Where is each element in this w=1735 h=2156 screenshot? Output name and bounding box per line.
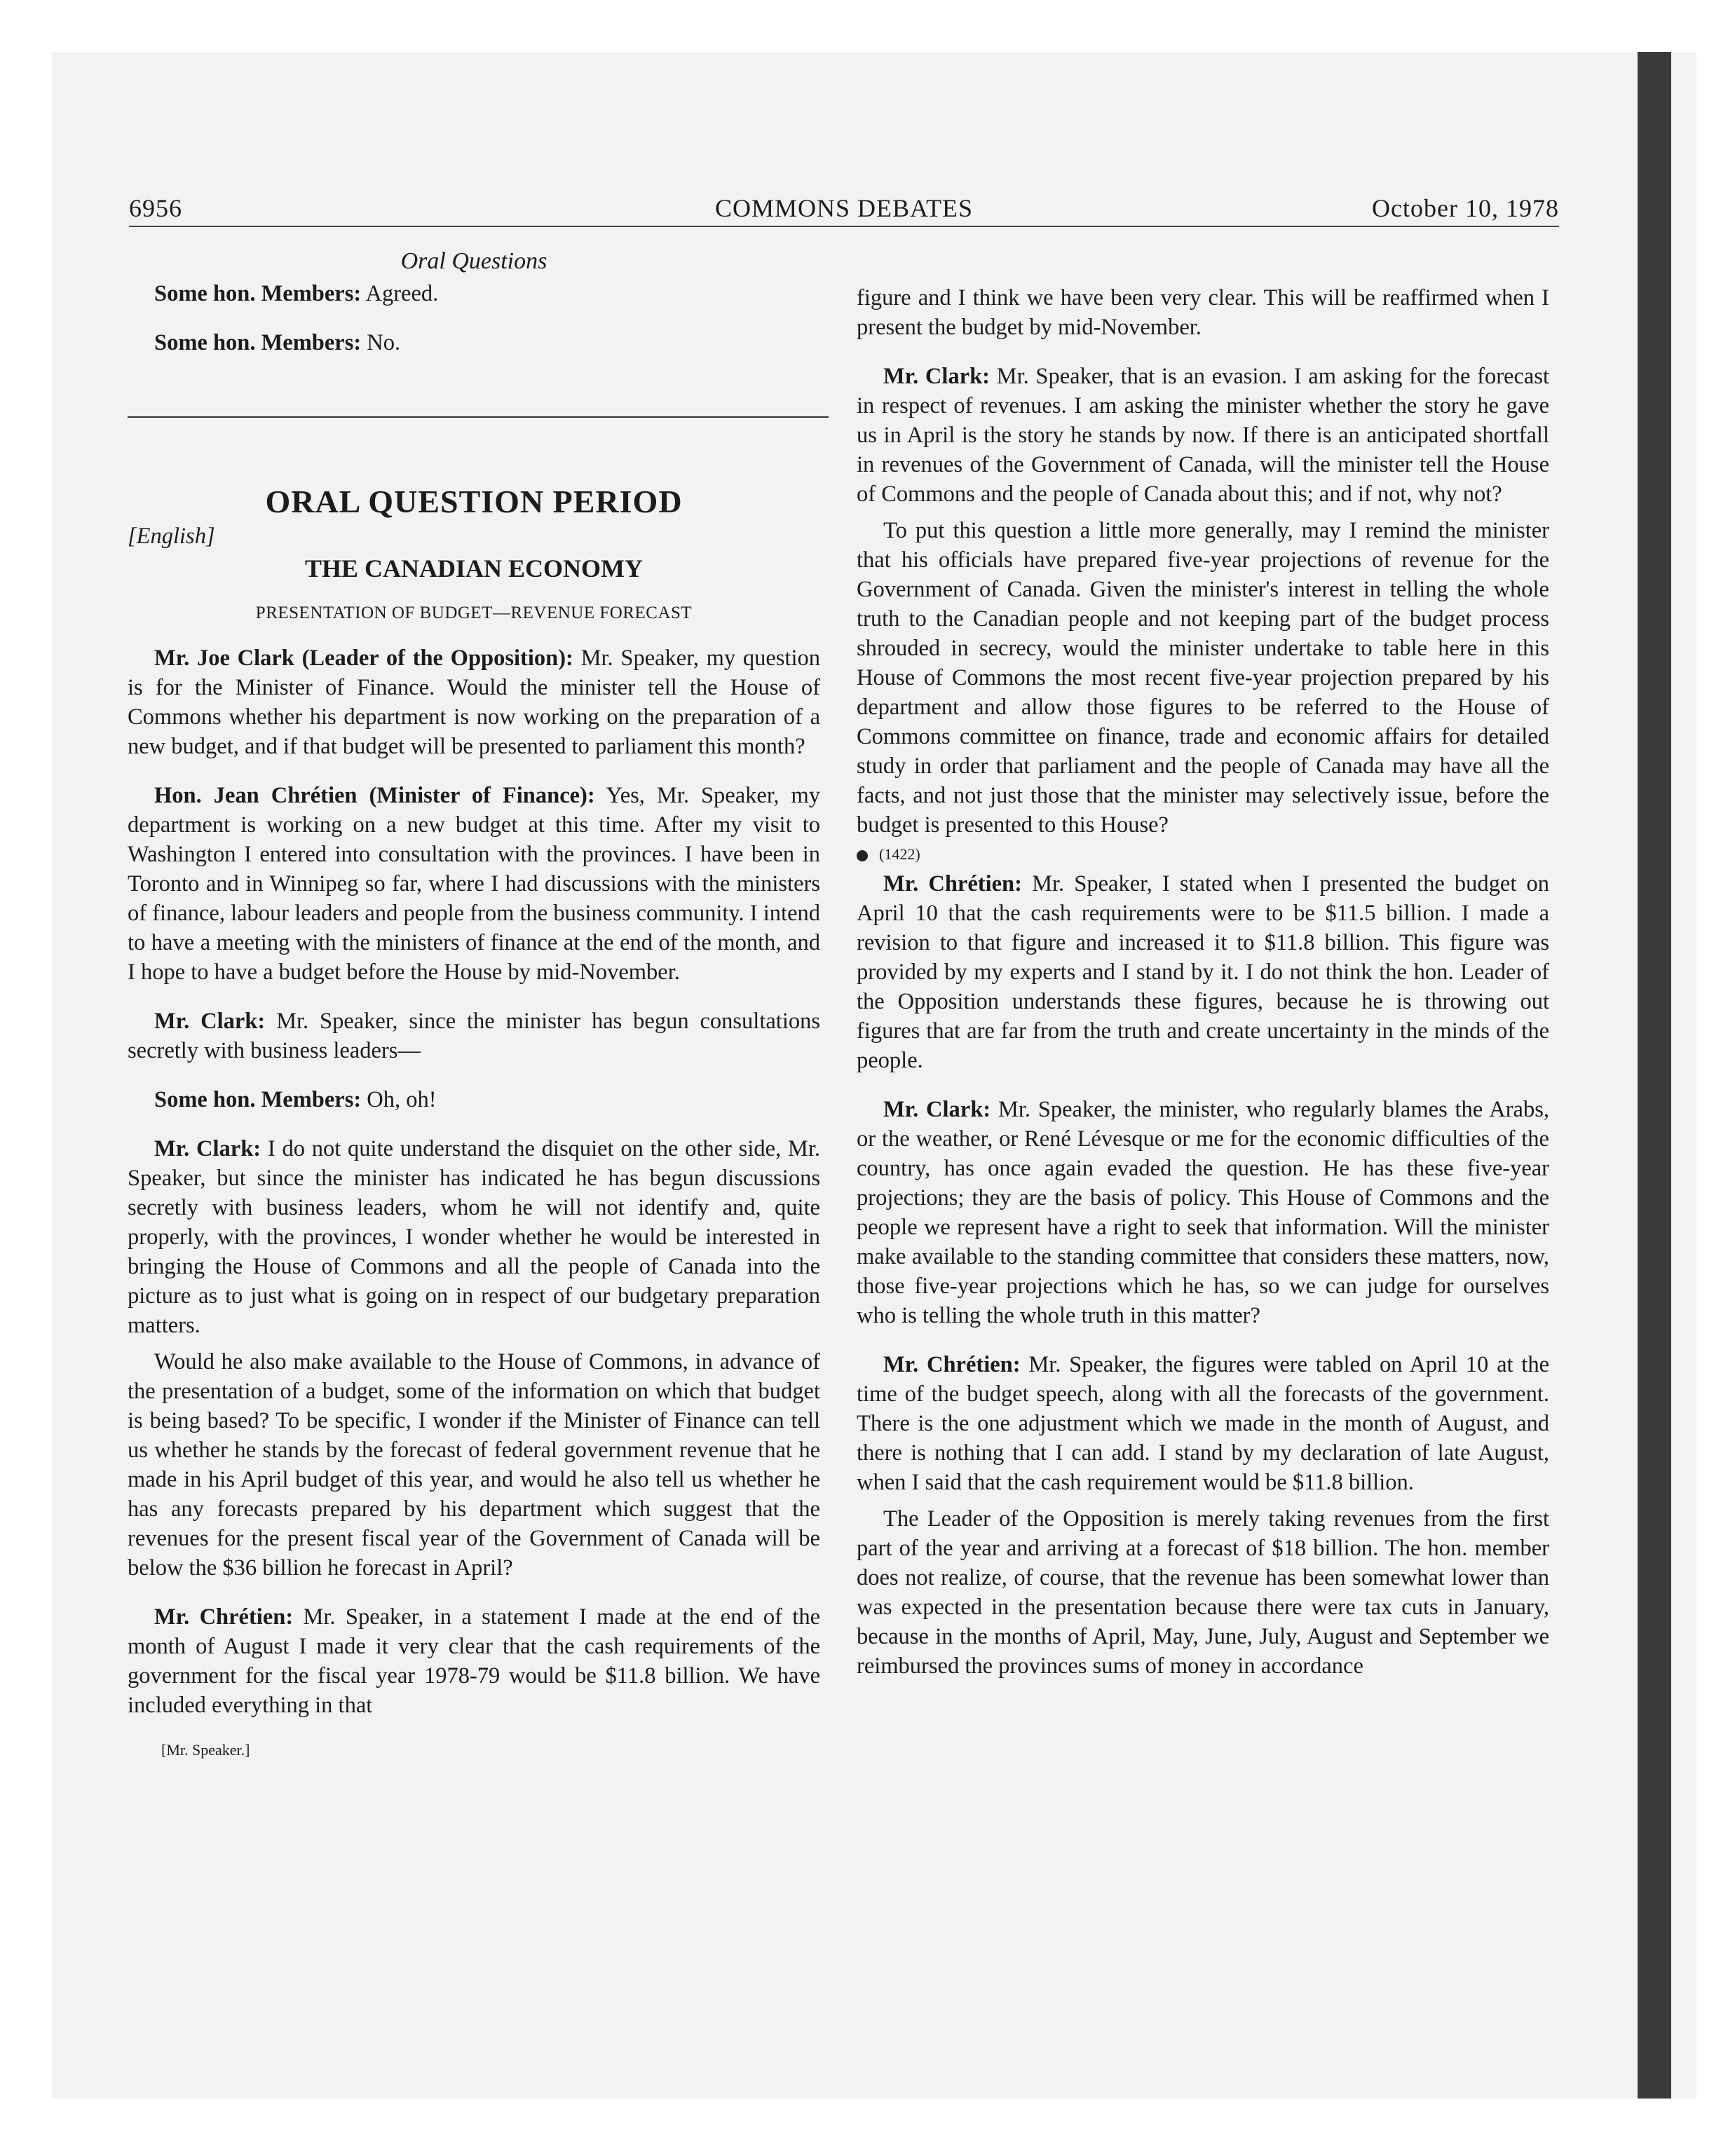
page-number: 6956 bbox=[129, 194, 182, 222]
speech-text: Mr. Speaker, my question is for the Minister of Finance. Would the minister tell the House of Commons whether his department is now working on the preparation of a new budget, and if that budget will be presented to parliament this month? bbox=[128, 646, 820, 759]
speech-text: Oh, oh! bbox=[361, 1087, 437, 1112]
speech-text: No. bbox=[361, 330, 401, 355]
paragraph bbox=[128, 1602, 820, 1720]
scan-edge-shadow bbox=[1638, 52, 1671, 2099]
speech-text: Mr. Speaker, the figures were tabled on April 10 at the time of the budget speech, along with all the forecasts of the government. There is the one adjustment which we made in the month of August, and there is nothing that I can add. I stand by my declaration of late August, when I said that the cash requirement would be $11.8 billion. bbox=[857, 1352, 1549, 1495]
speech-text: Mr. Speaker, I stated when I presented the budget on April 10 that the cash requirements were to be $11.5 billion. I made a revision to that figure and increased it to $11.8 billion. This figure was provided by my experts and I stand by it. I do not think the hon. Leader of the Opposition understands these figures, because he is throwing out figures that are far from the truth and create uncertainty in the minds of the people. bbox=[857, 871, 1549, 1073]
page-date: October 10, 1978 bbox=[1372, 194, 1559, 222]
speech-text: Agreed. bbox=[361, 281, 439, 306]
speaker-name: Some hon. Members: bbox=[154, 281, 362, 306]
running-head: Oral Questions bbox=[400, 248, 547, 274]
speaker-name: Mr. Clark: bbox=[154, 1136, 261, 1161]
paragraph bbox=[128, 1007, 820, 1065]
speaker-name: Mr. Clark: bbox=[883, 364, 990, 389]
publication-title: COMMONS DEBATES bbox=[714, 194, 974, 222]
left-column bbox=[128, 247, 820, 1765]
page-header bbox=[129, 193, 1559, 227]
paragraph bbox=[128, 781, 820, 987]
bullet-icon bbox=[857, 850, 868, 861]
speaker-name: Some hon. Members: bbox=[154, 1087, 362, 1112]
speech-text: Mr. Speaker, since the minister has begun consultations secretly with business leaders— bbox=[128, 1009, 820, 1063]
language-tag: [English] bbox=[128, 524, 215, 549]
speech-text: Mr. Speaker, the minister, who regularly blames the Arabs, or the weather, or René Lévesque or me for the economic difficulties of the country, has once again evaded the question. He has these five-year projections; they are the basis of policy. This House of Commons and the people we represent have a right to seek that information. Will the minister make available to the standing committee that considers these matters, now, those five-year projections which he has, so we can judge for ourselves who is telling the whole truth in this matter? bbox=[857, 1097, 1549, 1328]
speaker-name: Mr. Chrétien: bbox=[883, 1352, 1021, 1377]
speaker-name: Some hon. Members: bbox=[154, 330, 362, 355]
speaker-name: Mr. Chrétien: bbox=[883, 871, 1022, 896]
paragraph: To put this question a little more generally, may I remind the minister that his officials have prepared five-year projections of revenue for the Government of Canada. Given the minister's interest in telling the whole truth to the Canadian people and not keeping part of the budget process shrouded in secrecy, would the minister undertake to table here in this House of Commons the most recent five-year projection prepared by his department and allow those figures to be referred to the House of Commons committee on finance, trade and economic affairs for detailed study in order that parliament and the people of Canada may have all the facts, and not just those that the minister may selectively issue, before the budget is presented to this House? bbox=[857, 518, 1549, 838]
time-marker bbox=[857, 840, 1549, 869]
speech-text: Mr. Speaker, that is an evasion. I am asking for the forecast in respect of revenues. I am asking the minister whether the story he gave us in April is the story he stands by now. If there is an anticipated shortfall in revenues of the Government of Canada, will the minister tell the House of Commons and the people of Canada about this; and if not, why not? bbox=[857, 364, 1549, 507]
speaker-name: Hon. Jean Chrétien (Minister of Finance): bbox=[154, 783, 595, 808]
paragraph bbox=[857, 1095, 1549, 1330]
speaker-name: Mr. Chrétien: bbox=[154, 1604, 294, 1630]
paragraph: The Leader of the Opposition is merely taking revenues from the first part of the year and arriving at a forecast of $18 billion. The hon. member does not realize, of course, that the revenue has been somewhat lower than was expected in the presentation because there were tax cuts in January, because in the months of April, May, June, July, August and September we reimbursed the provinces sums of money in accordance bbox=[857, 1506, 1549, 1679]
paragraph bbox=[128, 279, 820, 308]
paragraph bbox=[857, 362, 1549, 509]
paragraph bbox=[128, 643, 820, 761]
speaker-name: Mr. Joe Clark (Leader of the Opposition): bbox=[154, 646, 573, 671]
speaker-name: Mr. Clark: bbox=[883, 1097, 991, 1122]
paragraph bbox=[128, 1134, 820, 1340]
speech-text: Mr. Speaker, in a statement I made at the end of the month of August I made it very clear that the cash requirements of the government for the fiscal year 1978-79 would be $11.8 billion. We have included everything in that bbox=[128, 1604, 821, 1718]
section-title: ORAL QUESTION PERIOD bbox=[265, 484, 683, 519]
footnote: [Mr. Speaker.] bbox=[161, 1741, 250, 1759]
section-divider bbox=[128, 416, 829, 418]
speech-text: I do not quite understand the disquiet on the other side, Mr. Speaker, but since the minister has indicated he has begun discussions secretly with business leaders, whom he will not identify and, quite properly, with the provinces, I wonder whether he would be interested in bringing the House of Commons and all the people of Canada into the picture as to just what is going on in respect of our budgetary preparation matters. bbox=[128, 1136, 820, 1338]
time-marker-text: (1422) bbox=[879, 845, 920, 863]
paragraph bbox=[857, 1350, 1549, 1497]
paragraph bbox=[128, 328, 820, 357]
speaker-name: Mr. Clark: bbox=[154, 1009, 266, 1034]
paragraph: figure and I think we have been very clear. This will be reaffirmed when I present the budget by mid-November. bbox=[857, 285, 1549, 340]
right-column bbox=[857, 283, 1549, 1681]
subsubject-heading: PRESENTATION OF BUDGET—REVENUE FORECAST bbox=[255, 603, 693, 622]
speech-text: Yes, Mr. Speaker, my department is working on a new budget at this time. After my visit to Washington I entered into consultation with the provinces. I have been in Toronto and in Winnipeg so far, where I had discussions with the ministers of finance, labour leaders and people from the business community. I intend to have a meeting with the ministers of finance at the end of the month, and I hope to have a budget before the House by mid-November. bbox=[128, 783, 820, 985]
paragraph bbox=[128, 1085, 820, 1114]
paragraph bbox=[857, 869, 1549, 1075]
paragraph: Would he also make available to the House of Commons, in advance of the presentation of a budget, some of the information on which that budget is being based? To be specific, I wonder if the Minister of Finance can tell us whether he stands by the forecast of federal government revenue that he made in his April budget of this year, and would he also tell us whether he has any forecasts prepared by his department which suggest that the revenues for the present fiscal year of the Government of Canada will be below the $36 billion he forecast in April? bbox=[128, 1349, 820, 1581]
subject-heading: THE CANADIAN ECONOMY bbox=[304, 554, 643, 582]
